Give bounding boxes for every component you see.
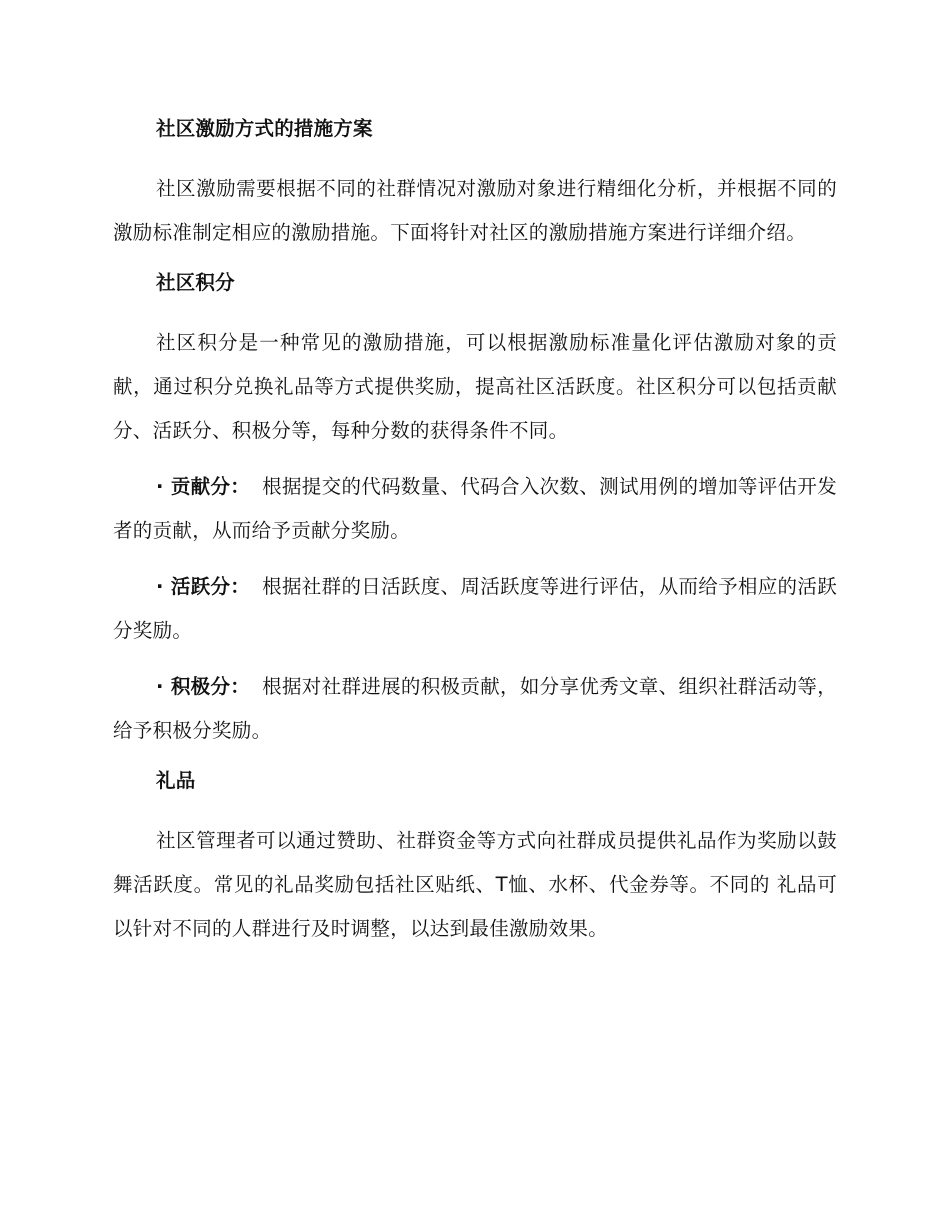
- section-heading-gifts: 礼品: [156, 769, 196, 792]
- bullet-text: 根据提交的代码数量、代码合入次数、测试用例的增加等评估开发者的贡献，从而给予贡献分奖励。: [113, 475, 838, 542]
- bullet-text: 根据对社群进展的积极贡献，如分享优秀文章、组织社群活动等，给予积极分奖励。: [113, 675, 838, 742]
- bullet-text: 根据社群的日活跃度、周活跃度等进行评估，从而给予相应的活跃分奖励。: [113, 575, 838, 642]
- gifts-paragraph: 社区管理者可以通过赞助、社群资金等方式向社群成员提供礼品作为奖励以鼓舞活跃度。常见的礼品奖励包括社区贴纸、T恤、水杯、代金券等。不同的 礼品可以针对不同的人群进行及时调整，以达到最佳激励效果。: [113, 829, 837, 940]
- section-heading-points: 社区积分: [156, 271, 235, 294]
- points-paragraph: 社区积分是一种常见的激励措施，可以根据激励标准量化评估激励对象的贡献，通过积分兑换礼品等方式提供奖励，提高社区活跃度。社区积分可以包括贡献分、活跃分、积极分等，每种分数的获得条件不同。: [113, 331, 837, 442]
- bullet-term: · 积极分：: [156, 675, 251, 698]
- intro-paragraph: 社区激励需要根据不同的社群情况对激励对象进行精细化分析，并根据不同的激励标准制定相应的激励措施。下面将针对社区的激励措施方案进行详细介绍。: [113, 177, 837, 244]
- bullet-term: · 贡献分：: [156, 475, 251, 498]
- bullet-item-contribution: [113, 465, 837, 553]
- bullet-item-positive: [113, 665, 837, 753]
- bullet-item-activity: [113, 565, 837, 653]
- document-title: 社区激励方式的措施方案: [156, 117, 373, 140]
- bullet-term: · 活跃分：: [156, 575, 251, 598]
